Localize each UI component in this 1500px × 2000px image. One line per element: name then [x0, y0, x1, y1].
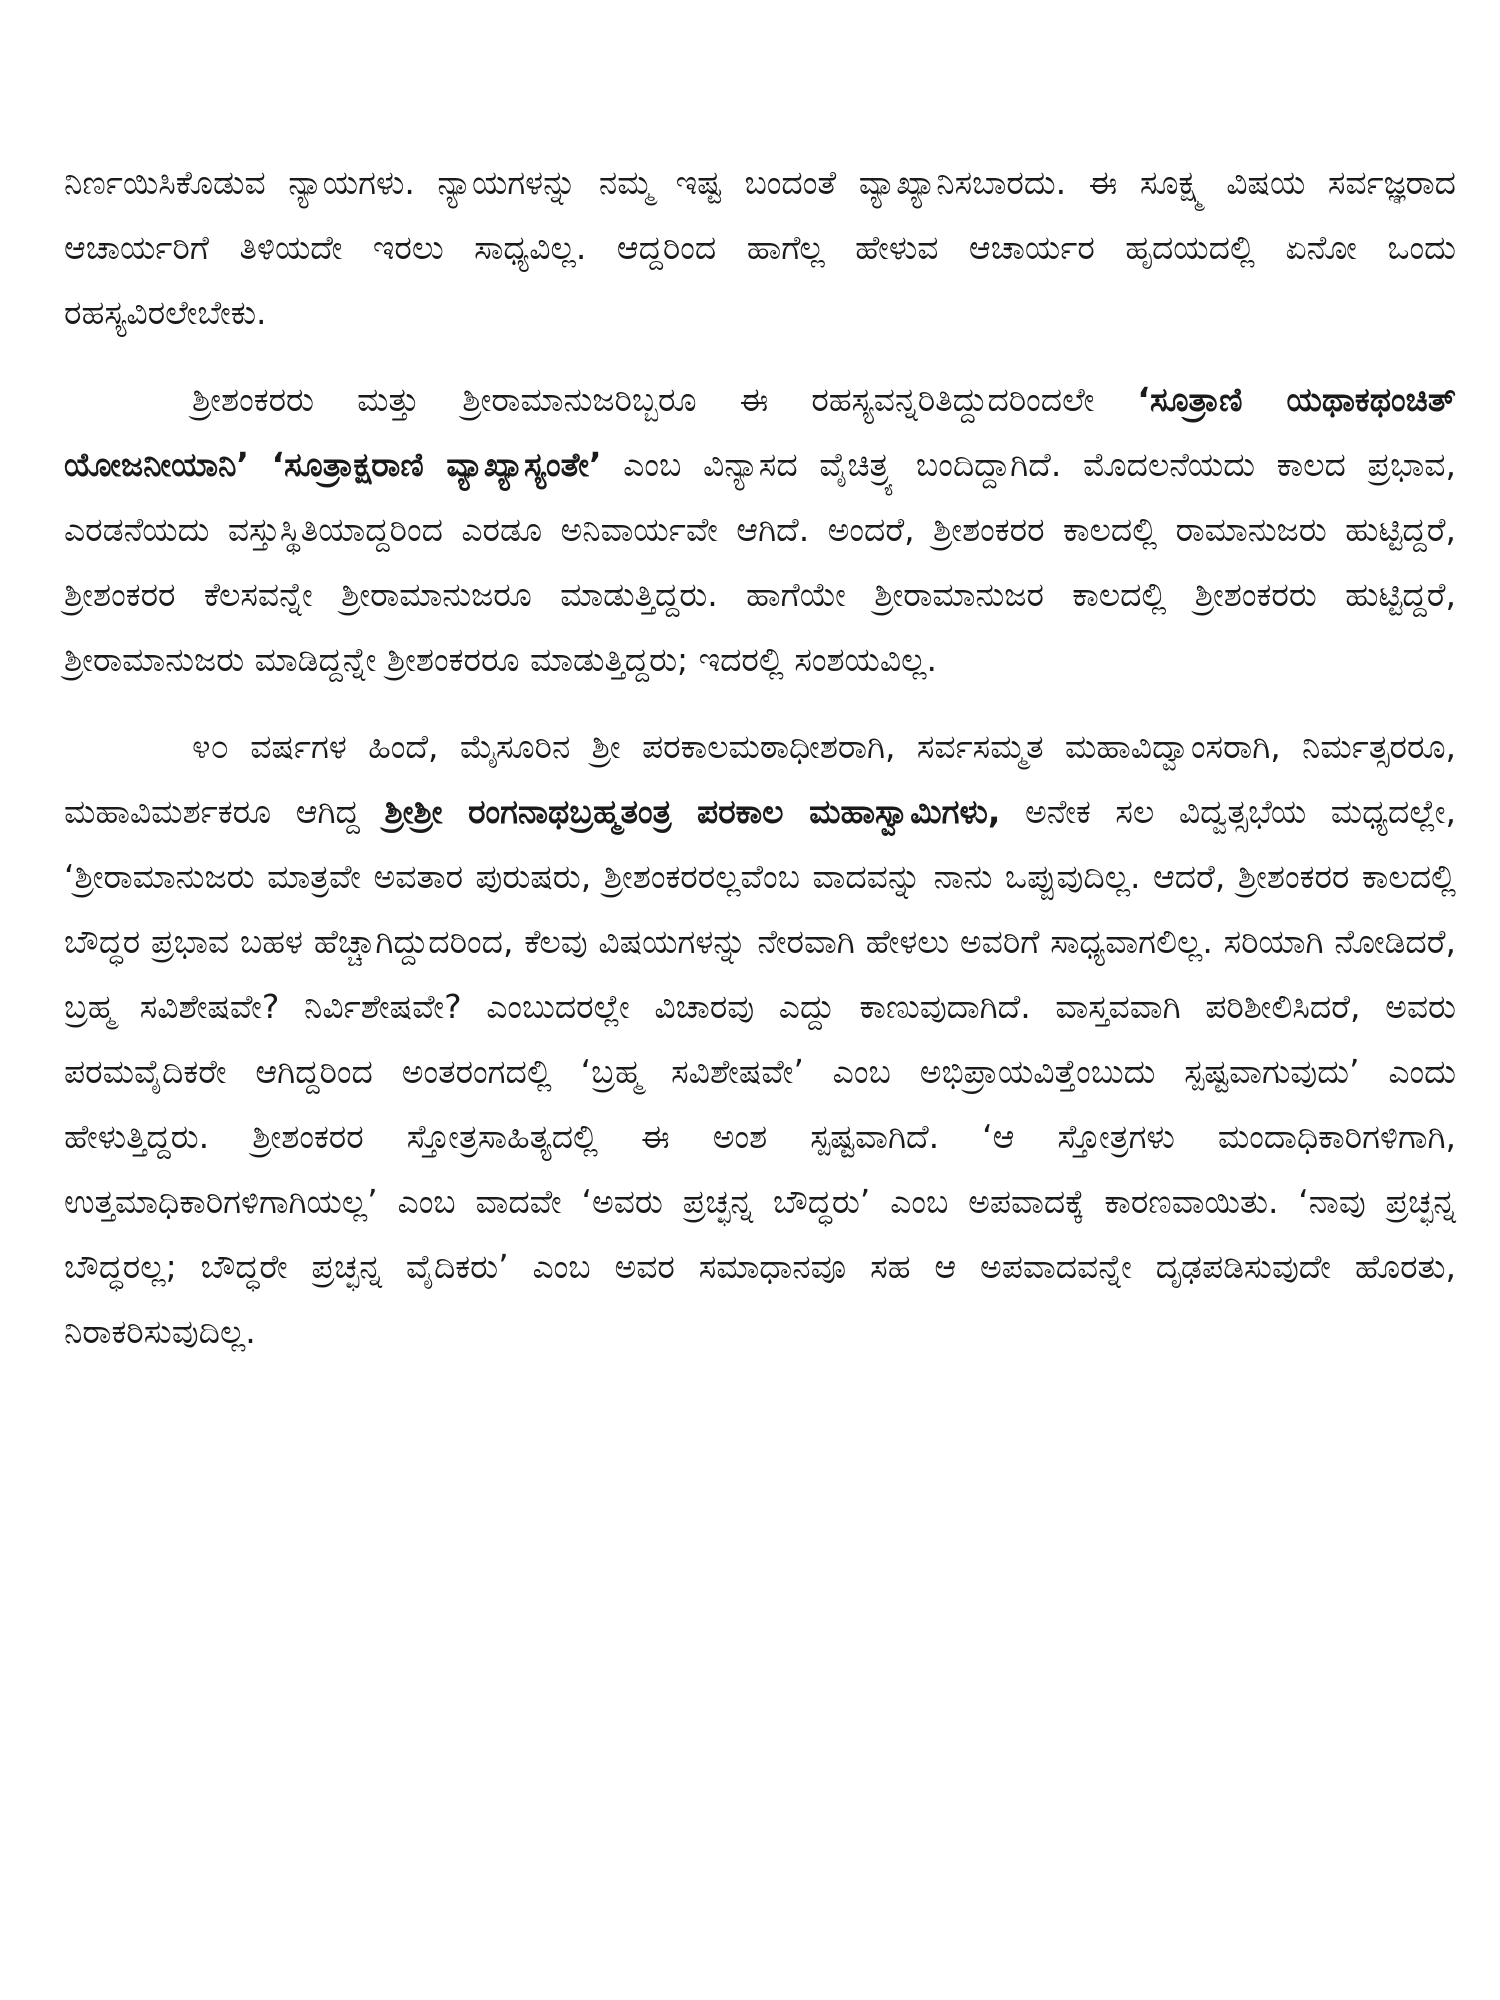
paragraph-3 — [64, 714, 1456, 1364]
paragraph-1 — [64, 150, 1456, 345]
paragraph-3-bold-name: ಶ್ರೀಶ್ರೀ ರಂಗನಾಥಬ್ರಹ್ಮತಂತ್ರ ಪರಕಾಲ ಮಹಾಸ್ವಾಮಿಗಳು, — [384, 792, 1001, 831]
paragraph-2 — [64, 367, 1456, 692]
paragraph-3-text-a: ೪೦ ವರ್ಷಗಳ ಹಿಂದೆ, ಮೈಸೂರಿನ ಶ್ರೀ ಪರಕಾಲಮಠಾಧೀಶರಾಗಿ, ಸರ್ವಸಮ್ಮತ ಮಹಾವಿದ್ವಾಂಸರಾಗಿ, ನಿರ್ಮತ್ಸರರೂ, ಮಹಾವಿಮರ್ಶಕರೂ ಆಗಿದ್ದ — [64, 727, 1456, 831]
document-page — [64, 150, 1456, 1386]
paragraph-2-bold-quote: ‘ಸೂತ್ರಾಣಿ ಯಥಾಕಥಂಚಿತ್ ಯೋಜನೀಯಾನಿ’ ‘ಸೂತ್ರಾಕ್ಷರಾಣಿ ವ್ಯಾಖ್ಯಾಸ್ಯಂತೇ’ — [64, 380, 1456, 484]
paragraph-3-text-b: ಅನೇಕ ಸಲ ವಿದ್ವತ್ಸಭೆಯ ಮಧ್ಯದಲ್ಲೇ, ‘ಶ್ರೀರಾಮಾನುಜರು ಮಾತ್ರವೇ ಅವತಾರ ಪುರುಷರು, ಶ್ರೀಶಂಕರರಲ್ಲವೆಂಬ ವಾದವನ್ನು ನಾನು ಒಪ್ಪುವುದಿಲ್ಲ. ಆದರೆ, ಶ್ರೀಶಂಕರರ ಕಾಲದಲ್ಲಿ ಬೌದ್ಧರ ಪ್ರಭಾವ ಬಹಳ ಹೆಚ್ಚಾಗಿದ್ದುದರಿಂದ, ಕೆಲವು ವಿಷಯಗಳನ್ನು ನೇರವಾಗಿ ಹೇಳಲು ಅವರಿಗೆ ಸಾಧ್ಯವಾಗಲಿಲ್ಲ. ಸರಿಯಾಗಿ ನೋಡಿದರೆ, ಬ್ರಹ್ಮ ಸವಿಶೇಷವೇ? ನಿರ್ವಿಶೇಷವೇ? ಎಂಬುದರಲ್ಲೇ ವಿಚಾರವು ಎದ್ದು ಕಾಣುವುದಾಗಿದೆ. ವಾಸ್ತವವಾಗಿ ಪರಿಶೀಲಿಸಿದರೆ, ಅವರು ಪರಮವೈದಿಕರೇ ಆಗಿದ್ದರಿಂದ ಅಂತರಂಗದಲ್ಲಿ ‘ಬ್ರಹ್ಮ ಸವಿಶೇಷವೇ’ ಎಂಬ ಅಭಿಪ್ರಾಯವಿತ್ತೆಂಬುದು ಸ್ಪಷ್ಟವಾಗುವುದು’ ಎಂದು ಹೇಳುತ್ತಿದ್ದರು. ಶ್ರೀಶಂಕರರ ಸ್ತೋತ್ರಸಾಹಿತ್ಯದಲ್ಲಿ ಈ ಅಂಶ ಸ್ಪಷ್ಟವಾಗಿದೆ. ‘ಆ ಸ್ತೋತ್ರಗಳು ಮಂದಾಧಿಕಾರಿಗಳಿಗಾಗಿ, ಉತ್ತಮಾಧಿಕಾರಿಗಳಿಗಾಗಿಯಲ್ಲ’ ಎಂಬ ವಾದವೇ ‘ಅವರು ಪ್ರಚ್ಛನ್ನ ಬೌದ್ಧರು’ ಎಂಬ ಅಪವಾದಕ್ಕೆ ಕಾರಣವಾಯಿತು. ‘ನಾವು ಪ್ರಚ್ಛನ್ನ ಬೌದ್ಧರಲ್ಲ; ಬೌದ್ಧರೇ ಪ್ರಚ್ಛನ್ನ ವೈದಿಕರು’ ಎಂಬ ಅವರ ಸಮಾಧಾನವೂ ಸಹ ಆ ಅಪವಾದವನ್ನೇ ದೃಢಪಡಿಸುವುದೇ ಹೊರತು, ನಿರಾಕರಿಸುವುದಿಲ್ಲ. — [64, 792, 1456, 1351]
paragraph-2-text-a: ಶ್ರೀಶಂಕರರು ಮತ್ತು ಶ್ರೀರಾಮಾನುಜರಿಬ್ಬರೂ ಈ ರಹಸ್ಯವನ್ನರಿತಿದ್ದುದರಿಂದಲೇ — [192, 380, 1138, 419]
paragraph-1-text: ನಿರ್ಣಯಿಸಿಕೊಡುವ ನ್ಯಾಯಗಳು. ನ್ಯಾಯಗಳನ್ನು ನಮ್ಮ ಇಷ್ಟ ಬಂದಂತೆ ವ್ಯಾಖ್ಯಾನಿಸಬಾರದು. ಈ ಸೂಕ್ಷ್ಮ ವಿಷಯ ಸರ್ವಜ್ಞರಾದ ಆಚಾರ್ಯರಿಗೆ ತಿಳಿಯದೇ ಇರಲು ಸಾಧ್ಯವಿಲ್ಲ. ಆದ್ದರಿಂದ ಹಾಗೆಲ್ಲ ಹೇಳುವ ಆಚಾರ್ಯರ ಹೃದಯದಲ್ಲಿ ಏನೋ ಒಂದು ರಹಸ್ಯವಿರಲೇಬೇಕು. — [64, 163, 1456, 332]
paragraph-2-text-b: ಎಂಬ ವಿನ್ಯಾಸದ ವೈಚಿತ್ರ್ಯ ಬಂದಿದ್ದಾಗಿದೆ. ಮೊದಲನೆಯದು ಕಾಲದ ಪ್ರಭಾವ, ಎರಡನೆಯದು ವಸ್ತುಸ್ಥಿತಿಯಾದ್ದರಿಂದ ಎರಡೂ ಅನಿವಾರ್ಯವೇ ಆಗಿದೆ. ಅಂದರೆ, ಶ್ರೀಶಂಕರರ ಕಾಲದಲ್ಲಿ ರಾಮಾನುಜರು ಹುಟ್ಟಿದ್ದರೆ, ಶ್ರೀಶಂಕರರ ಕೆಲಸವನ್ನೇ ಶ್ರೀರಾಮಾನುಜರೂ ಮಾಡುತ್ತಿದ್ದರು. ಹಾಗೆಯೇ ಶ್ರೀರಾಮಾನುಜರ ಕಾಲದಲ್ಲಿ ಶ್ರೀಶಂಕರರು ಹುಟ್ಟಿದ್ದರೆ, ಶ್ರೀರಾಮಾನುಜರು ಮಾಡಿದ್ದನ್ನೇ ಶ್ರೀಶಂಕರರೂ ಮಾಡುತ್ತಿದ್ದರು; ಇದರಲ್ಲಿ ಸಂಶಯವಿಲ್ಲ. — [64, 445, 1456, 679]
